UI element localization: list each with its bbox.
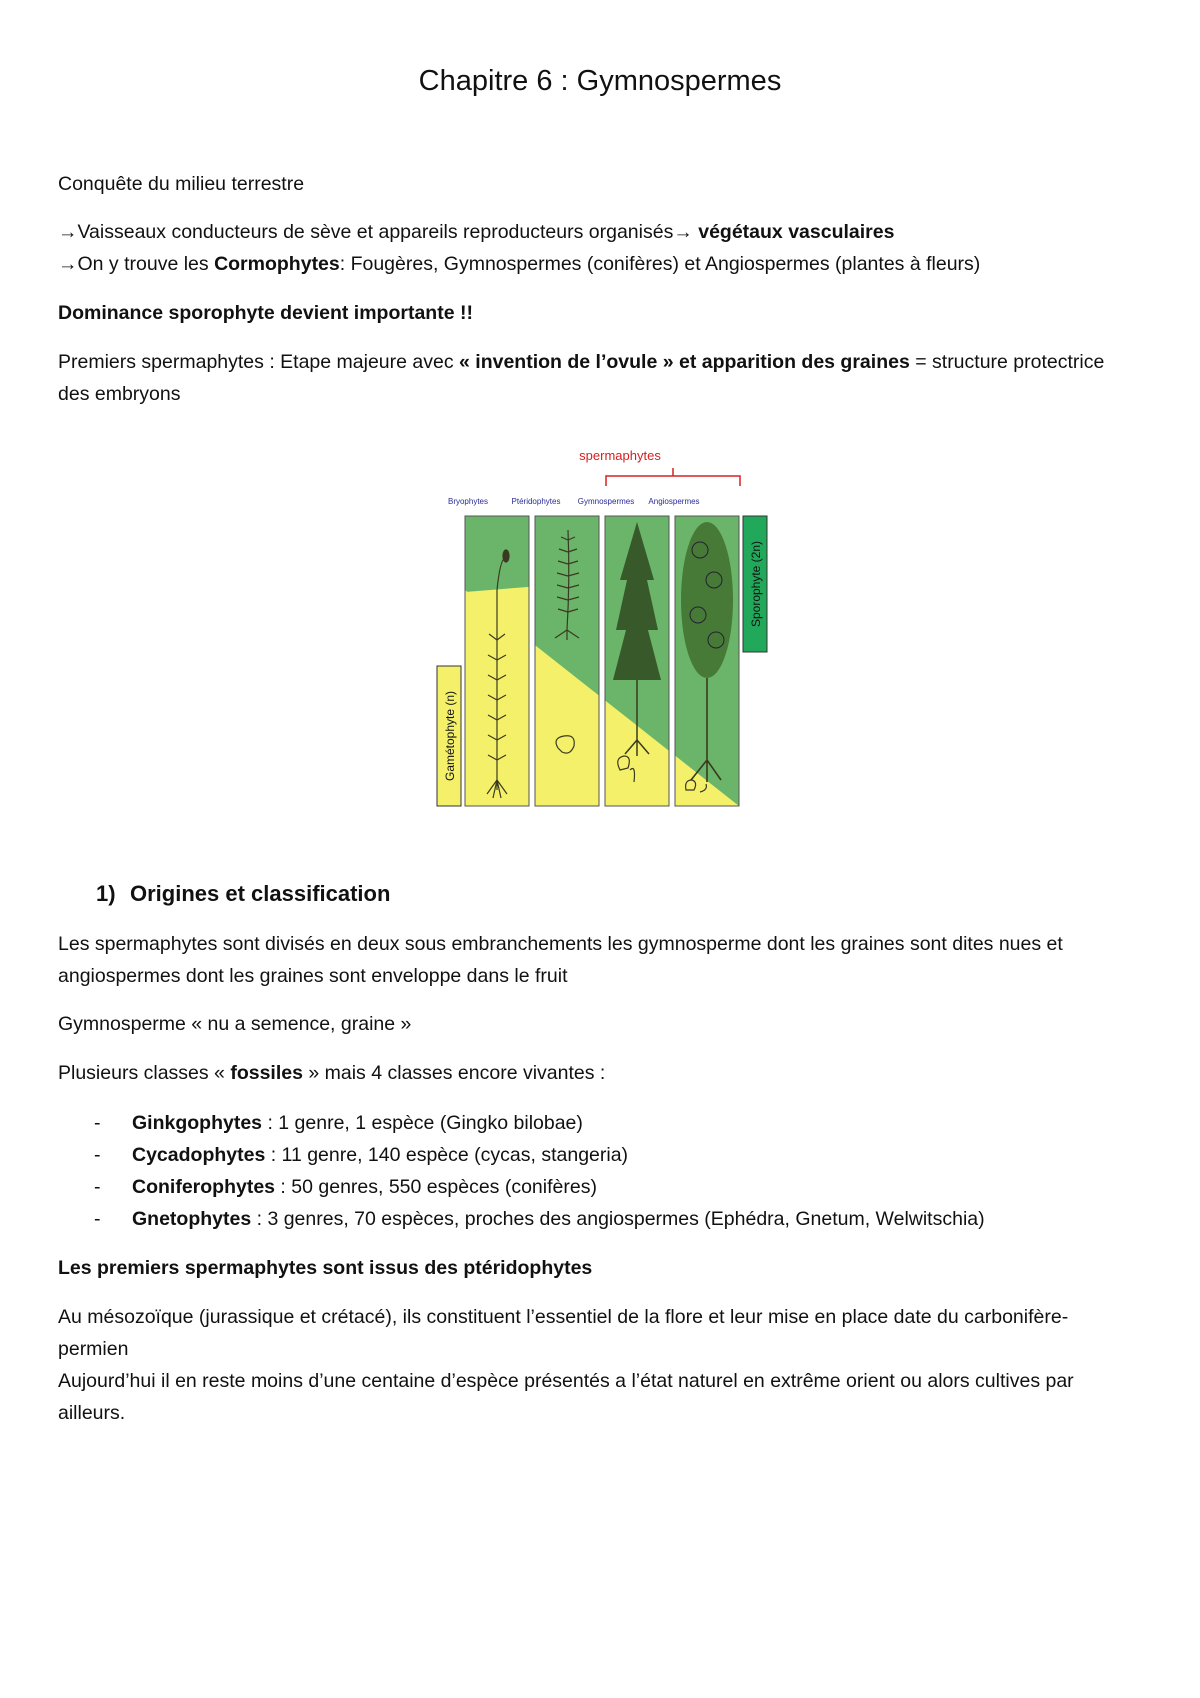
gymnosperme-definition: Gymnosperme « nu a semence, graine » <box>58 1013 412 1035</box>
gametophyte-label: Gamétophyte (n) <box>443 690 457 782</box>
spermaphytes-bracket <box>606 476 740 486</box>
dominance-statement: Dominance sporophyte devient importante !! <box>58 302 473 324</box>
section-heading-origines <box>96 878 390 910</box>
list-item: - Coniferophytes : 50 genres, 550 espèces (conifères) <box>94 1176 597 1198</box>
intro-line-vaisseaux: →Vaisseaux conducteurs de sève et appareils reproducteurs organisés→ végétaux vasculaires <box>58 221 895 243</box>
intro-heading: Conquête du milieu terrestre <box>58 173 305 195</box>
classes-list <box>58 1107 985 1235</box>
premiers-spermaphytes-paragraph: Premiers spermaphytes : Etape majeure avec « invention de l’ovule » et apparition des graines = structure protectrice des embryons <box>58 351 1105 405</box>
diagram-svg <box>420 440 780 820</box>
spermaphytes-diagram <box>420 440 780 820</box>
list-item: - Ginkgophytes : 1 genre, 1 espèce (Gingko bilobae) <box>94 1112 583 1134</box>
classes-intro: Plusieurs classes « fossiles » mais 4 classes encore vivantes : <box>58 1062 606 1084</box>
list-item: - Gnetophytes : 3 genres, 70 espèces, proches des angiospermes (Ephédra, Gnetum, Welwitschia) <box>94 1208 985 1230</box>
list-item: - Cycadophytes : 11 genre, 140 espèce (cycas, stangeria) <box>94 1144 629 1166</box>
spermaphytes-division-paragraph: Les spermaphytes sont divisés en deux sous embranchements les gymnosperme dont les graines sont dites nues et angiospermes dont les graines sont enveloppe dans le fruit <box>58 933 1063 987</box>
section-number: 1) <box>96 881 116 906</box>
mesozoique-paragraph: Au mésozoïque (jurassique et crétacé), ils constituent l’essentiel de la flore et leur mise en place date du carbonifère-permien <box>58 1306 1069 1360</box>
column-label-bryophytes: Bryophytes <box>447 497 489 506</box>
column-label-angiospermes: Angiospermes <box>648 497 700 506</box>
sporophyte-label: Sporophyte (2n) <box>749 540 763 628</box>
intro-line-cormophytes: →On y trouve les Cormophytes: Fougères, Gymnospermes (conifères) et Angiospermes (plantes à fleurs) <box>58 253 981 275</box>
page-title: Chapitre 6 : Gymnospermes <box>418 65 782 97</box>
column-label-pteridophytes: Ptéridophytes <box>511 497 561 506</box>
aujourdhui-paragraph: Aujourd’hui il en reste moins d’une centaine d’espèce présentés a l’état naturel en extrême orient ou alors cultives par ailleurs. <box>58 1370 1074 1424</box>
origin-statement: Les premiers spermaphytes sont issus des ptéridophytes <box>58 1257 593 1279</box>
section-title: Origines et classification <box>130 881 391 906</box>
bracket-label: spermaphytes <box>579 448 661 463</box>
column-label-gymnospermes: Gymnospermes <box>577 497 635 506</box>
